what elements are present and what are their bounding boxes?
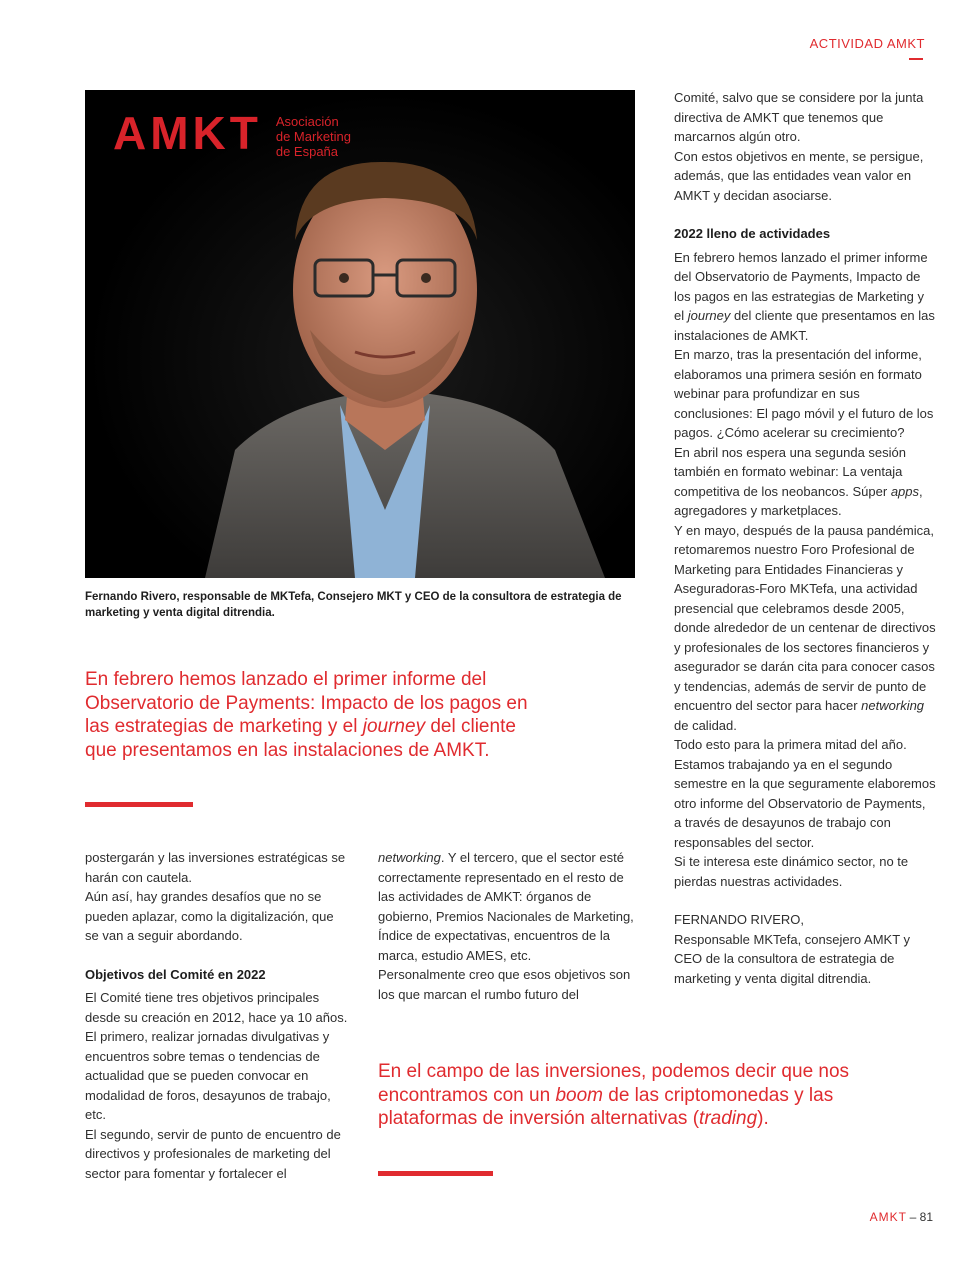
paragraph: Todo esto para la primera mitad del año. Estamos trabajando ya en el segundo semestre en la que seguramente elaboremos otro informe del Observatorio de Payments, a través de desayunos de trabajo con responsables del sector. — [674, 737, 936, 850]
pull-quote-emphasis: boom — [555, 1084, 603, 1106]
text: En febrero hemos lanzado el primer informe del Observatorio de Payments, Impacto de los pagos en las estrategias de Marketing y el — [674, 249, 928, 323]
paragraph: Si te interesa este dinámico sector, no te pierdas nuestras actividades. — [674, 854, 909, 889]
text: del cliente que presentamos en las instalaciones de AMKT. — [674, 308, 935, 343]
paragraph: Comité, salvo que se considere por la junta directiva de AMKT que tenemos que marcarnos algún otro. — [674, 90, 924, 144]
logo-line: de Marketing — [275, 129, 352, 144]
signature-role: Responsable MKTefa, consejero AMKT y CEO de la consultora de estrategia de marketing y venta digital ditrendia. — [674, 931, 911, 986]
paragraph: Personalmente creo que esos objetivos son los que marcan el rumbo futuro del — [378, 967, 631, 1002]
text: . Y el tercero, que el sector esté correctamente representado en el resto de las actividades de AMKT: órganos de gobierno, Premios Nacionales de Marketing, Índice de expectativas, encuentros de la marca, estudio AMES, etc. — [378, 850, 634, 963]
section-tag: ACTIVIDAD AMKT — [809, 36, 925, 51]
pull-quote — [378, 1060, 898, 1131]
paragraph: En marzo, tras la presentación del informe, elaboramos una primera sesión en formato webinar para profundizar en sus conclusiones: El pago móvil y el futuro de los pagos. ¿Cómo acelerar su crecimiento? — [674, 347, 934, 440]
pull-quote-text: En el campo de las inversiones, podemos decir que nos encontramos con un — [378, 1061, 850, 1106]
paragraph: Con estos objetivos en mente, se persigue, además, que las entidades vean valor en AMKT y decidan asociarse. — [674, 148, 924, 203]
paragraph — [378, 848, 640, 965]
text: de calidad. — [674, 717, 737, 733]
pull-quote-rule — [85, 802, 193, 807]
pull-quote-text: del cliente que presentamos en las instalaciones de AMKT. — [85, 716, 516, 761]
paragraph: El segundo, servir de punto de encuentro de directivos y profesionales de marketing del sector para fomentar y fortalecer el — [85, 1126, 341, 1181]
paragraph — [674, 521, 936, 736]
text: En abril nos espera una segunda sesión también en formato webinar: La ventaja competitiva de los neobancos. Súper — [674, 444, 906, 499]
pull-quote — [85, 668, 550, 762]
emphasis: networking — [861, 698, 925, 713]
paragraph — [674, 443, 936, 521]
section-heading: 2022 lleno de actividades — [674, 226, 831, 241]
pull-quote-text: ). — [757, 1108, 769, 1129]
text: , agregadores y marketplaces. — [674, 483, 923, 518]
portrait-photo — [85, 90, 635, 578]
section-rule — [909, 58, 923, 60]
text: Y en mayo, después de la pausa pandémica, retomaremos nuestro Foro Profesional de Marketing para Entidades Financieras y Aseguradoras-Foro MKTefa, una actividad presencial que celebramos desde 2005, donde alrededor de un centenar de directivos y profesionales de los sectores financieros y asegurador se darán cita para conocer casos y tendencias, además de servir de punto de encuentro del sector para hacer — [674, 522, 936, 713]
paragraph: postergarán y las inversiones estratégicas se harán con cautela. — [85, 850, 346, 885]
page-number: – 81 — [909, 1210, 933, 1224]
pull-quote-text: En febrero hemos lanzado el primer informe del Observatorio de Payments: Impacto de los pagos en las estrategias de marketing y el — [85, 669, 528, 737]
pull-quote-rule — [378, 1171, 493, 1176]
logo-line: de España — [275, 144, 339, 159]
section-heading: Objetivos del Comité en 2022 — [85, 966, 266, 982]
logo-mark: AMKT — [113, 107, 262, 159]
pull-quote-emphasis: trading — [699, 1108, 758, 1129]
emphasis: apps — [890, 483, 920, 499]
photo-caption: Fernando Rivero, responsable de MKTefa, Consejero MKT y CEO de la consultora de estrategia de marketing y venta digital ditrendia. — [85, 591, 622, 619]
column-1 — [85, 848, 350, 1183]
paragraph: El Comité tiene tres objetivos principales desde su creación en 2012, hace ya 10 años. El primero, realizar jornadas divulgativas y encuentros sobre temas o tendencias de actualidad que se pueden convocar en modalidad de foros, desayunos de trabajo, etc. — [85, 990, 348, 1122]
portrait-illustration — [85, 90, 635, 578]
footer-logo: AMKT — [869, 1210, 907, 1224]
emphasis: networking — [378, 850, 441, 865]
pull-quote-emphasis: journey — [362, 716, 426, 737]
pull-quote-text: de las criptomonedas y las plataformas de inversión alternativas ( — [378, 1084, 834, 1129]
emphasis: journey — [687, 308, 731, 323]
logo-line: Asociación — [275, 114, 339, 129]
paragraph: Aún así, hay grandes desafíos que no se pueden aplazar, como la digitalización, que se van a seguir abordando. — [85, 889, 334, 943]
paragraph — [674, 248, 936, 346]
signature-name: FERNANDO RIVERO, — [674, 912, 805, 927]
column-2 — [378, 848, 640, 1004]
column-3 — [674, 88, 936, 988]
